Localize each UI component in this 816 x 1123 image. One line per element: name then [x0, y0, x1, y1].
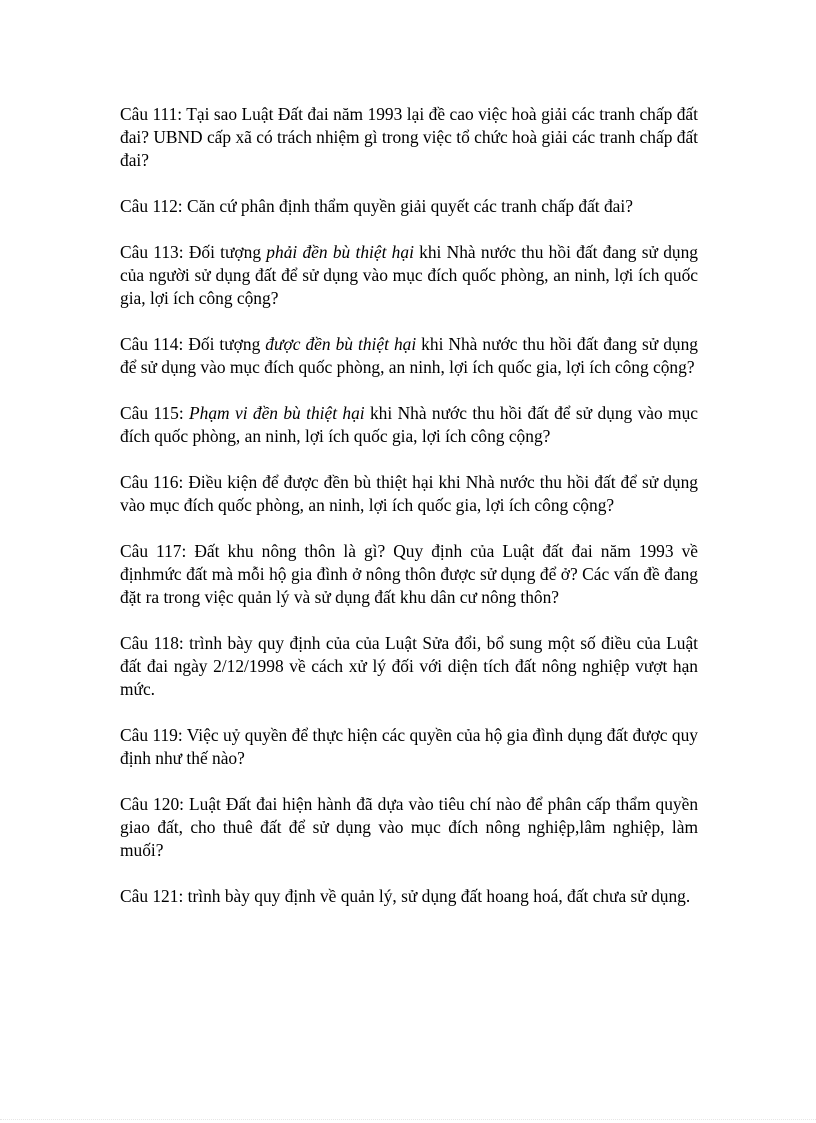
question-text: Căn cứ phân định thẩm quyền giải quyết các tranh chấp đất đai?	[182, 196, 633, 216]
question-number: Câu 114:	[120, 334, 184, 354]
question-120	[120, 793, 698, 862]
question-117	[120, 540, 698, 609]
question-number: Câu 119:	[120, 725, 183, 745]
question-text: Luật Đất đai hiện hành đã dựa vào tiêu chí nào để phân cấp thẩm quyền giao đất, cho thuê đất để sử dụng vào mục đích nông nghiệp,lâm nghiệp, làm muối?	[120, 794, 699, 860]
question-text: Đối tượng	[183, 334, 266, 354]
question-121	[120, 885, 698, 908]
question-text: Đối tượng	[183, 242, 267, 262]
question-number: Câu 112:	[120, 196, 183, 216]
question-text: Việc uỷ quyền để thực hiện các quyền của hộ gia đình dụng đất được quy định như thế nào?	[120, 725, 698, 768]
question-text: Tại sao Luật Đất đai năm 1993 lại đề cao việc hoà giải các tranh chấp đất đai? UBND cấp xã có trách nhiệm gì trong việc tổ chức hoà giải các tranh chấp đất đai?	[120, 104, 698, 170]
page-bottom-divider	[0, 1119, 816, 1120]
question-number: Câu 111:	[120, 104, 183, 124]
question-111	[120, 103, 698, 172]
question-list	[120, 103, 698, 931]
question-112	[120, 195, 698, 218]
question-text: Đất khu nông thôn là gì? Quy định của Luật đất đai năm 1993 về địnhmức đất mà mỗi hộ gia đình ở nông thôn được sử dụng để ở? Các vấn đề đang đặt ra trong việc quản lý và sử dụng đất khu dân cư nông thôn?	[120, 541, 698, 607]
question-text: trình bày quy định của của Luật Sửa đổi, bổ sung một số điều của Luật đất đai ngày 2/12/1998 về cách xử lý đối với diện tích đất nông nghiệp vượt hạn mức.	[120, 633, 698, 699]
question-text: Điều kiện để được đền bù thiệt hại khi Nhà nước thu hồi đất để sử dụng vào mục đích quốc phòng, an ninh, lợi ích quốc gia, lợi ích công cộng?	[120, 472, 698, 515]
question-114	[120, 333, 698, 379]
question-emphasis: Phạm vi đền bù thiệt hại	[189, 403, 365, 423]
question-text-continued: khi Nhà nước thu hồi đất đang sử dụng của người sử dụng đất để sử dụng vào mục đích quốc phòng, an ninh, lợi ích quốc gia, lợi ích công cộng?	[120, 242, 698, 308]
question-number: Câu 116:	[120, 472, 184, 492]
question-number: Câu 115:	[120, 403, 184, 423]
question-emphasis: được đền bù thiệt hại	[265, 334, 417, 354]
question-119	[120, 724, 698, 770]
question-116	[120, 471, 698, 517]
question-118	[120, 632, 698, 701]
question-number: Câu 120:	[120, 794, 184, 814]
question-115	[120, 402, 698, 448]
question-number: Câu 118:	[120, 633, 184, 653]
question-text-continued: khi Nhà nước thu hồi đất đang sử dụng để sử dụng vào mục đích quốc phòng, an ninh, lợi ích quốc gia, lợi ích công cộng?	[120, 334, 698, 377]
question-113	[120, 241, 698, 310]
question-text-continued: khi Nhà nước thu hồi đất để sử dụng vào mục đích quốc phòng, an ninh, lợi ích quốc gia, lợi ích công cộng?	[120, 403, 699, 446]
question-text: trình bày quy định về quản lý, sử dụng đất hoang hoá, đất chưa sử dụng.	[183, 886, 691, 906]
question-emphasis: phải đền bù thiệt hại	[266, 242, 414, 262]
question-number: Câu 121:	[120, 886, 184, 906]
question-number: Câu 117:	[120, 541, 187, 561]
question-number: Câu 113:	[120, 242, 184, 262]
